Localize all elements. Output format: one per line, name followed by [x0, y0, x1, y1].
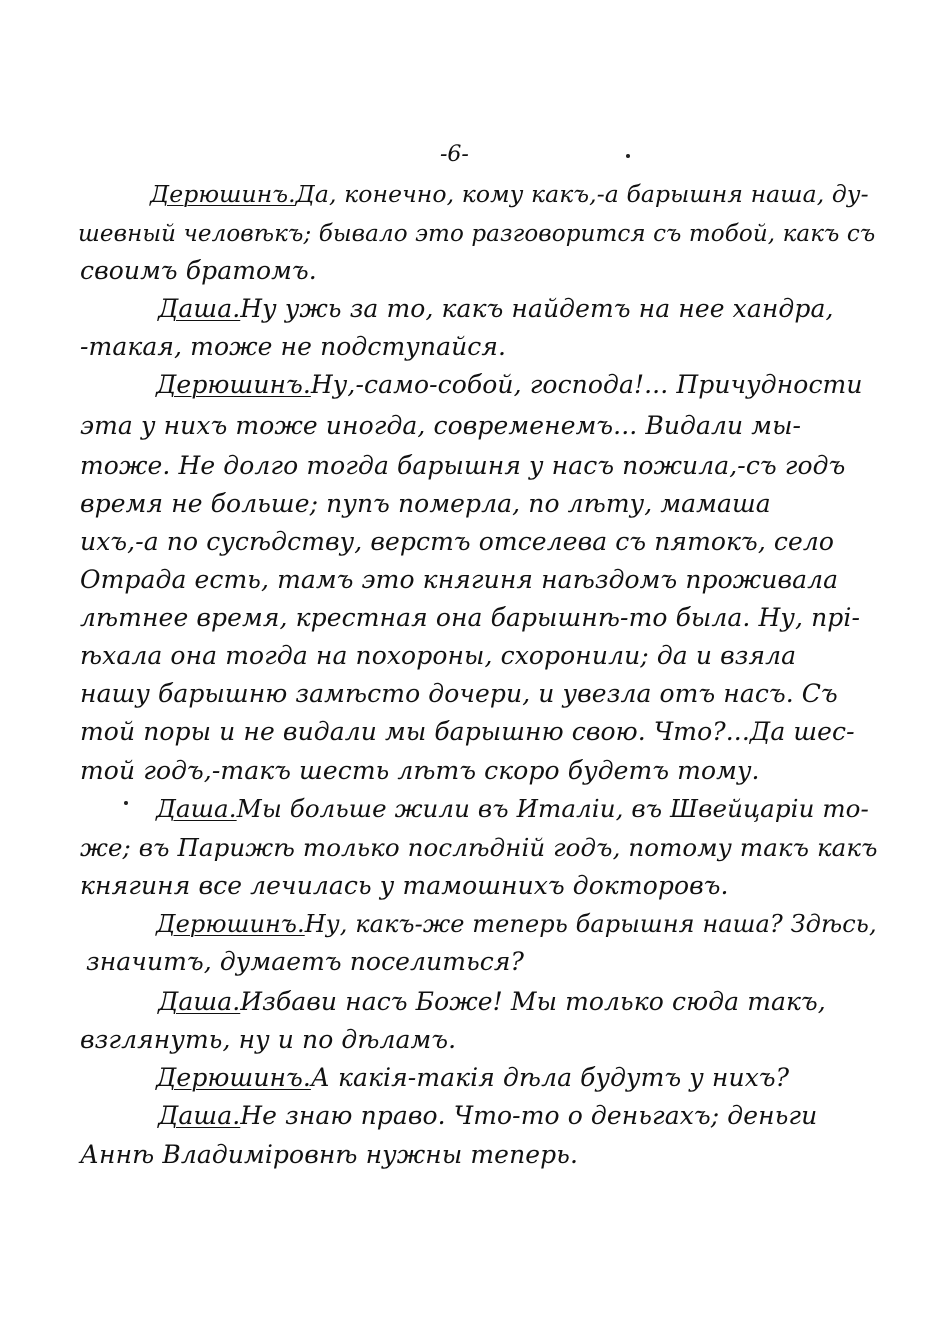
text-line — [0, 1024, 936, 1056]
text-line — [0, 678, 936, 710]
ink-dot — [626, 154, 630, 158]
text-line — [0, 178, 936, 210]
line-text: лѣтнее время, крестная она барышнѣ-то была. Ну, прі- — [80, 603, 861, 632]
text-line — [0, 640, 936, 672]
text-line — [0, 1062, 936, 1094]
text-line — [0, 946, 936, 978]
line-text: Ну ужь за то, какъ найдетъ на нее хандра, — [240, 294, 834, 323]
text-line — [0, 488, 936, 520]
speaker-name: Дерюшинъ. — [156, 1063, 311, 1092]
line-text: той годъ,-такъ шесть лѣтъ скоро будетъ тому. — [80, 756, 760, 785]
text-line — [0, 908, 936, 940]
text-line — [0, 331, 936, 363]
line-text: Не знаю право. Что-то о деньгахъ; деньги — [240, 1101, 818, 1130]
speaker-name: Дерюшинъ. — [156, 910, 305, 938]
text-line — [0, 526, 936, 558]
text-line — [0, 1100, 936, 1132]
text-line — [0, 450, 936, 482]
line-text: А какія-такія дѣла будутъ у нихъ? — [310, 1063, 790, 1092]
text-line — [0, 218, 936, 250]
text-line — [0, 255, 936, 287]
text-line — [0, 870, 936, 902]
text-line — [0, 832, 936, 864]
line-text: время не больше; пупъ померла, по лѣту, мамаша — [80, 489, 771, 518]
text-line — [0, 716, 936, 748]
line-text: Ну,-само-собой, господа!... Причудности — [310, 370, 863, 399]
speaker-name: Дерюшинъ. — [156, 370, 311, 399]
line-text: же; въ Парижѣ только послѣдній годъ, потому такъ какъ — [80, 833, 878, 862]
page-number: -6- — [440, 142, 469, 167]
line-text: княгиня все лечилась у тамошнихъ докторовъ. — [80, 871, 729, 900]
line-text: Аннѣ Владиміровнѣ нужны теперь. — [80, 1140, 579, 1169]
line-text: взглянуть, ну и по дѣламъ. — [80, 1025, 457, 1054]
speaker-name: Даша. — [156, 794, 237, 823]
line-text: эта у нихъ тоже иногда, современемъ... Видали мы- — [80, 411, 802, 440]
line-text: шевный человѣкъ; бывало это разговорится съ тобой, какъ съ — [78, 221, 876, 247]
line-text: Отрада есть, тамъ это княгиня наѣздомъ проживала — [80, 565, 839, 594]
speaker-name: Даша. — [158, 987, 241, 1016]
line-text: ѣхала она тогда на похороны, схоронили; да и взяла — [80, 641, 797, 670]
speaker-name: Даша. — [158, 1101, 241, 1130]
line-text: Избави насъ Боже! Мы только сюда такъ, — [240, 987, 826, 1016]
line-text: ихъ,-а по сусѣдству, верстъ отселева съ пятокъ, село — [80, 527, 835, 556]
text-line — [0, 755, 936, 787]
text-line — [0, 602, 936, 634]
line-text: своимъ братомъ. — [80, 256, 317, 285]
text-line — [0, 293, 936, 325]
line-text: -такая, тоже не подступайся. — [80, 332, 507, 361]
line-text: нашу барышню замѣсто дочери, и увезла отъ насъ. Съ — [80, 679, 838, 708]
text-line — [0, 564, 936, 596]
text-line — [0, 1139, 936, 1171]
text-line — [0, 369, 936, 401]
line-text: тоже. Не долго тогда барышня у насъ пожила,-съ годъ — [80, 451, 846, 480]
text-line — [0, 793, 936, 825]
line-text: той поры и не видали мы барышню свою. Что?...Да шес- — [80, 717, 855, 746]
line-text: Да, конечно, кому какъ,-а барышня наша, ду- — [295, 180, 869, 208]
line-text: Мы больше жили въ Италіи, въ Швейцаріи то- — [236, 794, 869, 823]
line-text: Ну, какъ-же теперь барышня наша? Здѣсь, — [304, 910, 877, 938]
speaker-name: Даша. — [158, 294, 241, 323]
line-text: значитъ, думаетъ поселиться? — [86, 947, 525, 976]
text-line — [0, 410, 936, 442]
text-line — [0, 986, 936, 1018]
speaker-name: Дерюшинъ. — [150, 180, 296, 208]
